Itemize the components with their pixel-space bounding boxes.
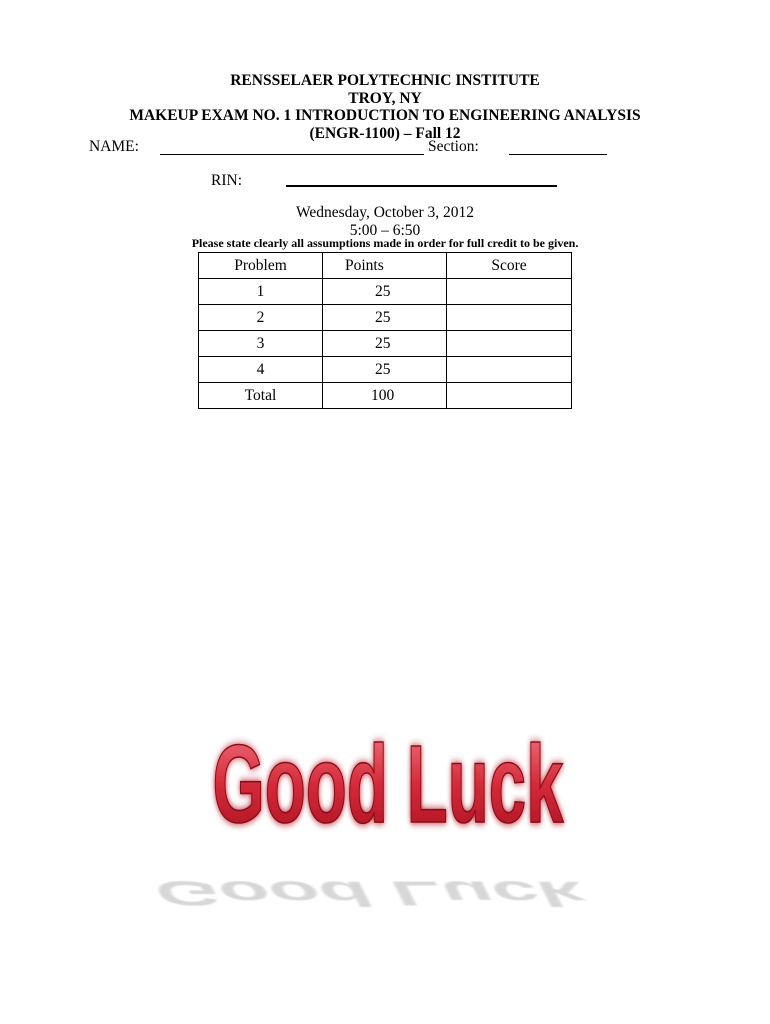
exam-datetime (0, 204, 770, 239)
points-cell (323, 279, 447, 305)
exam-date: Wednesday, October 3, 2012 (295, 204, 475, 221)
problem-cell: 3 (199, 331, 323, 357)
header-points-label: Points (345, 256, 384, 274)
total-points-value: 100 (371, 386, 395, 404)
total-label: Total (199, 383, 323, 409)
points-value: 25 (375, 308, 391, 326)
exam-title: MAKEUP EXAM NO. 1 INTRODUCTION TO ENGINEERING ANALYSIS (129, 107, 641, 124)
name-label: NAME: (89, 138, 139, 155)
table-header-row (199, 253, 572, 279)
instructions: Please state clearly all assumptions made in order for full credit to be given. (191, 236, 579, 250)
exam-time: 5:00 – 6:50 (349, 221, 421, 239)
institution-location: TROY, NY (348, 89, 422, 107)
points-cell (323, 331, 447, 357)
logo-reflection: Good Luck (146, 874, 595, 913)
total-score-cell[interactable] (447, 383, 572, 409)
problem-cell: 1 (199, 279, 323, 305)
rin-field[interactable] (286, 185, 557, 187)
table-row (199, 357, 572, 383)
score-table (198, 252, 572, 409)
score-cell[interactable] (447, 279, 572, 305)
score-cell[interactable] (447, 305, 572, 331)
institution-name: RENSSELAER POLYTECHNIC INSTITUTE (230, 72, 540, 89)
points-cell (323, 357, 447, 383)
problem-cell: 2 (199, 305, 323, 331)
rin-label: RIN: (211, 172, 242, 189)
header-score: Score (447, 253, 572, 279)
header-problem: Problem (199, 253, 323, 279)
table-row-total (199, 383, 572, 409)
points-value: 25 (375, 334, 391, 352)
score-cell[interactable] (447, 357, 572, 383)
score-cell[interactable] (447, 331, 572, 357)
good-luck-logo (146, 700, 595, 913)
points-cell (323, 305, 447, 331)
points-value: 25 (375, 282, 391, 300)
section-field[interactable] (509, 154, 607, 155)
total-points-cell (323, 383, 447, 409)
problem-cell: 4 (199, 357, 323, 383)
points-value: 25 (375, 360, 391, 378)
exam-header (0, 72, 770, 142)
table-row (199, 305, 572, 331)
course-code: (ENGR-1100) – Fall 12 (309, 124, 461, 142)
logo-text: Good Luck (212, 722, 564, 847)
table-row (199, 331, 572, 357)
name-field[interactable] (160, 154, 424, 155)
section-label: Section: (428, 138, 479, 155)
table-row (199, 279, 572, 305)
header-points (323, 253, 447, 279)
